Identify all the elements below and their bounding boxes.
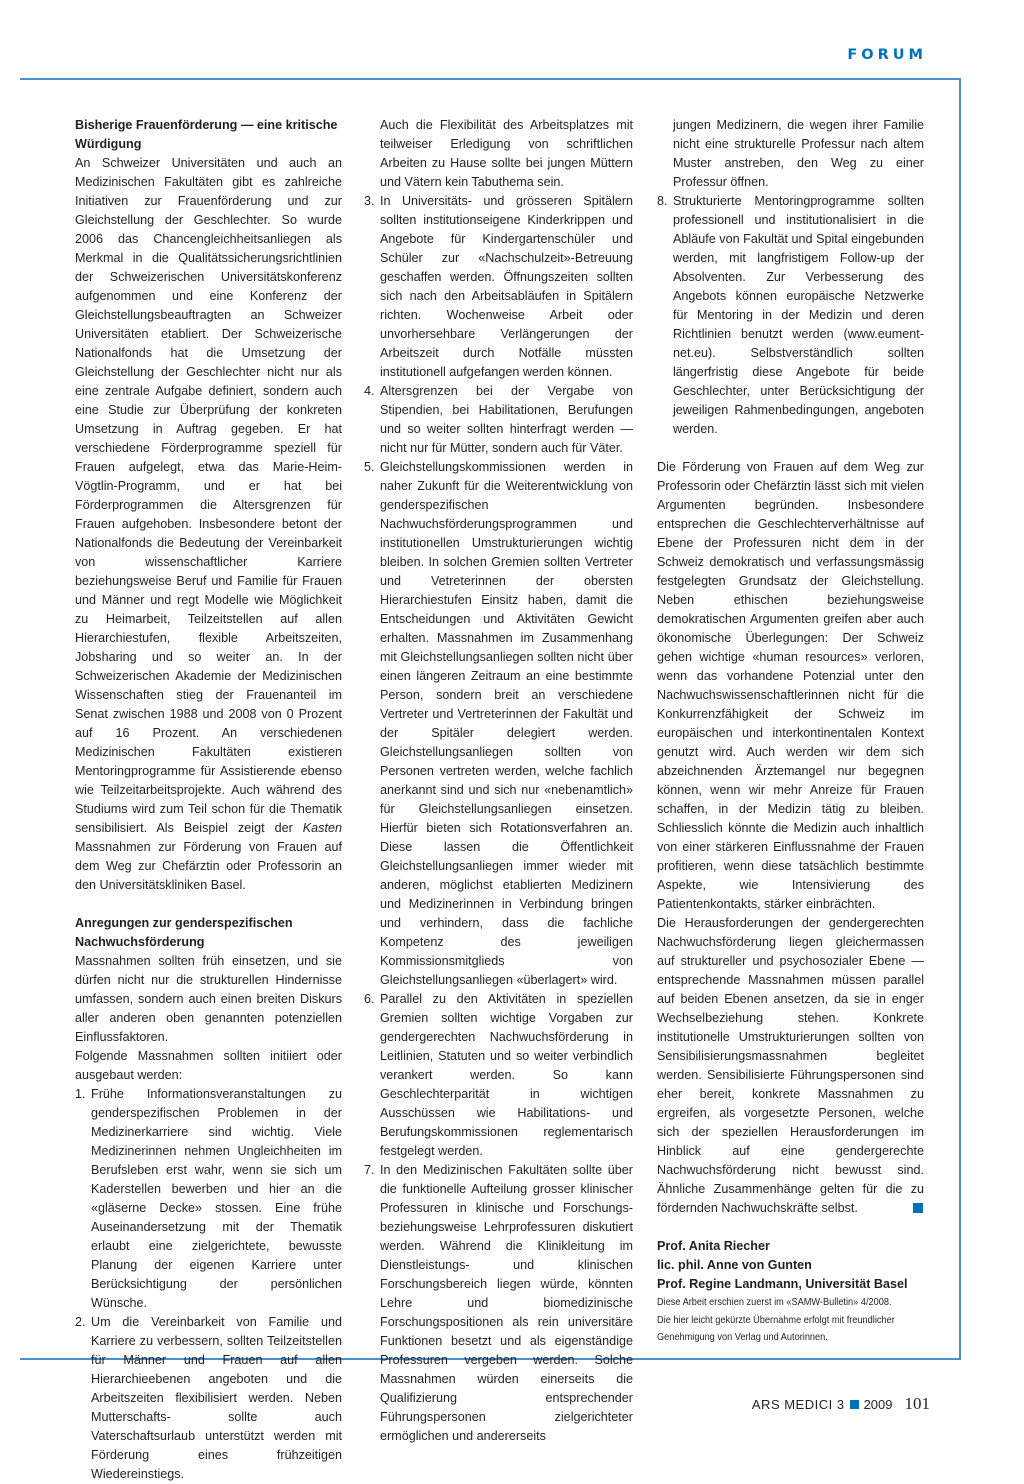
footnote-line: Diese Arbeit erschien zuerst im «SAMW-Bulletin» 4/2008.	[657, 1297, 892, 1308]
section-heading: Anregungen zur genderspezifischen Nachwuchsförderung	[75, 916, 293, 949]
list-item-text: In Universitäts- und grösseren Spitälern sollten institutionseigene Kinderkrippen und Angebote für Kindergartenschüler und Schüler zur «Nachschulzeit»-Betreuung geschaffen werden. Öffnungszeiten sollten sich nach den Arbeitsabläufen in Spitälern richten. Wochenweise Arbeit oder unvorhersehbare Verlängerungen der Arbeitszeit durch Notfälle müssten institutionell aufgefangen werden können.	[380, 194, 633, 379]
measures-list	[364, 116, 633, 1446]
list-item	[657, 192, 924, 439]
paragraph	[75, 154, 342, 895]
list-number: 6.	[364, 992, 375, 1006]
list-item	[364, 990, 633, 1161]
paragraph: Die Förderung von Frauen auf dem Weg zur Professorin oder Chefärztin lässt sich mit vielen Argumenten begründen. Insbesondere entsprechen die Geschlechterverhältnisse auf Ebene der Professuren nicht dem in der Schweiz demokratisch und verfassungsmässig festgelegten Grundsatz der Gleichstellung. Neben ethischen beziehungsweise demokratischen Argumenten greifen aber auch ökonomische Überlegungen: Der Schweiz gehen wichtige «human resources» verloren, wenn das vorhandene Potenzial unter den Nachwuchswissenschaftlerinnen nicht für die Konkurrenzfähigkeit der Schweiz im europäischen und interkontinentalen Kontext genutzt wird. Auch werden wir dem sich abzeichnenden Ärztemangel nur begegnen können, wenn wir mehr Anreize für Frauen schaffen, in der Medizin tätig zu bleiben. Schliesslich könnte die Medizin auch inhaltlich von einer stärkeren Einflussnahme der Frauen profitieren, wenn diese tatsächlich bestimmte Aspekte, wie Intensivierung des Patientenkontakts, stärker einbrächten.	[657, 460, 924, 911]
page-footer	[752, 1394, 930, 1414]
paragraph-text: An Schweizer Universitäten und auch an Medizinischen Fakultäten gibt es zahlreiche Initiativen zur Frauenförderung und zur Gleichstellung der Geschlechter. So wurde 2006 das Chancengleichheitsanliegen als Merkmal in die Qualitätssicherungsrichtlinien der Schweizerischen Universitätskonferenz aufgenommen und eine Konferenz der Gleichstellungsbeauftragten an Schweizer Universitäten etabliert. Der Schweizerische Nationalfonds hat die Umsetzung der Gleichstellung der Geschlechter nicht nur als eine zentrale Aufgabe definiert, sondern auch eine Studie zur Überprüfung der konkreten Umsetzung in Auftrag gegeben. Er hat verschiedene Förderprogramme speziell für Frauen aufgelegt, etwa das Marie-Heim-Vögtlin-Programm, und er hat bei Förderprogrammen die Altersgrenzen für Frauen aufgehoben. Insbesondere betont der Nationalfonds die Bedeutung der Vereinbarkeit von wissenschaftlicher Karriere beziehungsweise Beruf und Familie für Frauen und Männer und regt Modelle wie Möglichkeit zu Heimarbeit, Teilzeitstellen auf allen Hierarchiestufen, flexible Arbeitszeiten, Jobsharing und so weiter an. In der Schweizerischen Akademie der Medizinischen Wissenschaften stieg der Frauenanteil im Senat zwischen 1988 und 2008 von 0 Prozent auf 16 Prozent. An verschiedenen Medizinischen Fakultäten existieren Mentoringprogramme für Assistierende ebenso wie Teilzeitarbeitsprojekte. Auch während des Studiums wird zum Teil schon für die Thematik sensibilisiert. Als Beispiel zeigt der	[75, 156, 342, 835]
list-item	[75, 1085, 342, 1313]
section-heading: Bisherige Frauenförderung — eine kritische Würdigung	[75, 118, 338, 151]
list-number: 7.	[364, 1163, 375, 1177]
list-item	[364, 382, 633, 458]
list-item-continued	[657, 116, 924, 192]
list-number: 2.	[75, 1315, 86, 1329]
author-line: lic. phil. Anne von Gunten	[657, 1258, 812, 1272]
list-number: 3.	[364, 194, 375, 208]
list-item-text: In den Medizinischen Fakultäten sollte über die funktionelle Aufteilung grosser klinischer Professuren in klinische und Forschungs- beziehungsweise Lehrprofessuren diskutiert werden. Während die Klinikleitung im Dienstleistungs- und klinischen Forschungsbereich liegen würde, könnten Lehre und biomedizinische Forschungspositionen als rein universitäre Funktionen besetzt und als eigenständige Professuren vergeben werden. Solche Massnahmen würden einerseits die Qualifizierung entsprechender Führungspersonen zielgerichteter ermöglichen und andererseits	[380, 1163, 633, 1443]
issue-year: 2009	[863, 1397, 893, 1412]
list-item-text: Altersgrenzen bei der Vergabe von Stipendien, bei Habilitationen, Berufungen und so weiter sollten hinterfragt werden — nicht nur für Mütter, sondern auch für Väter.	[380, 384, 633, 455]
author-line: Prof. Anita Riecher	[657, 1239, 770, 1253]
measures-list	[657, 116, 924, 439]
list-number: 4.	[364, 384, 375, 398]
emphasis-text: Kasten	[302, 821, 342, 835]
paragraph-text: Die Herausforderungen der gendergerechten Nachwuchsförderung liegen gleichermassen auf struktureller und psychosozialer Ebene — entsprechende Massnahmen müssen parallel auf beiden Ebenen ansetzen, da sie in enger Wechselbeziehung stehen. Konkrete institutionelle Umstrukturierungen sollten von Sensibilisierungsmassnahmen begleitet werden. Sensibilisierte Führungspersonen sind eher bereit, konkrete Massnahmen zu ergreifen, als vorgesetzte Personen, welche sich der speziellen Herausforderungen im Hinblick auf eine gendergerechte Nachwuchsförderung nicht bewusst sind. Ähnliche Zusammenhänge gelten für die zu fördernden Nachwuchskräfte selbst.	[657, 916, 924, 1215]
list-item-continued	[364, 116, 633, 192]
journal-name: ARS MEDICI 3	[751, 1397, 845, 1412]
list-item	[364, 192, 633, 382]
list-item	[364, 1161, 633, 1446]
section-label: FORUM	[847, 47, 927, 63]
author-line: Prof. Regine Landmann, Universität Basel	[657, 1277, 908, 1291]
list-item-text: Um die Vereinbarkeit von Familie und Karriere zu verbessern, sollten Teilzeitstellen für Männer und Frauen auf allen Hierarchieebenen angeboten und die Arbeitszeiten flexibilisiert werden. Neben Mutterschafts- sollte auch Vaterschaftsurlaub unterstützt werden mit Förderung eines frühzeitigen Wiedereinstiegs.	[91, 1315, 342, 1481]
list-number: 1.	[75, 1087, 86, 1101]
list-item-text: Strukturierte Mentoringprogramme sollten professionell und institutionalisiert in die Abläufe von Fakultät und Spital eingebunden werden, mit langfristigem Follow-up der Absolventen. Zur Verbesserung des Angebots können europäische Netzwerke für Mentoring in der Medizin und deren Richtlinien benutzt werden (www.eument-net.eu). Selbstverständlich sollten längerfristig diese Angebote für beide Geschlechter, unter Berücksichtigung der jeweiligen Rahmenbedingungen, angeboten werden.	[673, 194, 924, 436]
list-number: 5.	[364, 460, 375, 474]
list-item-text: Frühe Informationsveranstaltungen zu genderspezifischen Problemen in der Medizinerkarriere sind wichtig. Viele Medizinerinnen nehmen Ungleichheiten im Berufsleben erst wahr, wenn sie sich um Kaderstellen bewerben und hier an die «gläserne Decke» stossen. Eine frühe Auseinandersetzung mit der Thematik erlaubt eine zielgerichtete, bewusste Planung der eigenen Karriere unter Berücksichtigung der persönlichen Wünsche.	[91, 1087, 342, 1310]
footnote-line: Die hier leicht gekürzte Übernahme erfolgt mit freundlicher	[657, 1314, 895, 1326]
list-item-text: Parallel zu den Aktivitäten in speziellen Gremien sollten wichtige Vorgaben zur gendergerechten Nachwuchsförderung in Leitlinien, Statuten und so weiter verbindlich verankert werden. So kann Geschlechterparität in wichtigen Ausschüssen wie Habilitations- und Berufungskommissionen reglementarisch festgelegt werden.	[380, 992, 633, 1158]
column-1	[75, 116, 342, 1484]
list-item	[364, 458, 633, 990]
list-item-text: Gleichstellungskommissionen werden in naher Zukunft für die Weiterentwicklung von genderspezifischen Nachwuchsförderungsprogrammen und institutionellen Umstrukturierungen wichtig bleiben. In solchen Gremien sollten Vertreter und Vetreterinnen der obersten Hierarchiestufen Einsitz haben, damit die Entscheidungen und Aktivitäten Gewicht erhalten. Massnahmen im Zusammenhang mit Gleichstellungsanliegen sollten nicht über einen längeren Zeitraum an eine bestimmte Person, sondern breit an verschiedene Vertreter und Vertreterinnen der Fakultät und der Spitäler delegiert werden. Gleichstellungsanliegen sollten von Personen vertreten werden, welche fachlich anerkannt sind und sich nur «nebenamtlich» für Gleichstellungsanliegen einsetzen. Hierfür bieten sich Rotationsverfahren an. Diese lassen die Öffentlichkeit Gleichstellungsanliegen immer wieder mit anderen, möglichst etablierten Medizinern und Medizinerinnen in Verbindung bringen und verhindern, dass die fachliche Kompetenz des jeweiligen Kommissionsmitglieds von Gleichstellungsanliegen «überlagert» wird.	[380, 460, 633, 987]
end-of-article-mark	[913, 1203, 923, 1213]
list-number: 8.	[657, 194, 668, 208]
paragraph	[657, 914, 924, 1218]
square-separator-icon	[850, 1400, 859, 1409]
paragraph-text: Massnahmen zur Förderung von Frauen auf dem Weg zur Chefärztin oder Professorin an den Universitätskliniken Basel.	[75, 840, 342, 892]
list-item-text: jungen Medizinern, die wegen ihrer Familie nicht eine strukturelle Professur nach altem Muster anstreben, den Weg zu einer Professur öffnen.	[673, 118, 924, 189]
footnote-line: Genehmigung von Verlag und Autorinnen.	[657, 1332, 828, 1343]
list-item	[75, 1313, 342, 1484]
paragraph: Massnahmen sollten früh einsetzen, und sie dürfen nicht nur die strukturellen Hindernisse umfassen, sondern auch einen breiten Diskurs aller anderen oben genannten potenziellen Einflussfaktoren.	[75, 954, 342, 1044]
column-3	[657, 116, 924, 1294]
column-2	[364, 116, 633, 1446]
measures-list	[75, 1085, 342, 1484]
paragraph: Folgende Massnahmen sollten initiiert oder ausgebaut werden:	[75, 1049, 342, 1082]
list-item-text: Auch die Flexibilität des Arbeitsplatzes mit teilweiser Erledigung von schriftlichen Arbeiten zu Hause sollte bei jungen Müttern und Vätern kein Tabuthema sein.	[380, 118, 633, 189]
source-footnote	[657, 1294, 903, 1347]
page-number: 101	[904, 1394, 930, 1413]
